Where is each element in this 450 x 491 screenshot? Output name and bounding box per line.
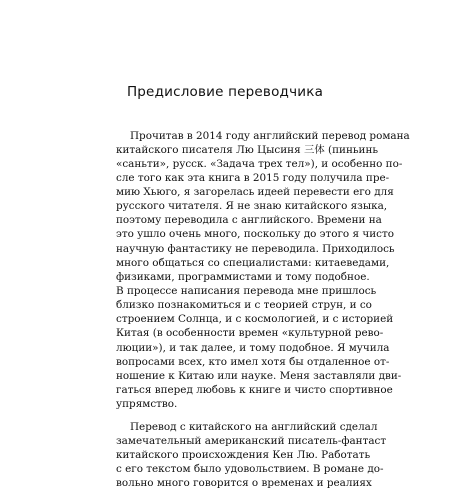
text-line: гаться вперед любовь к книге и чисто спортивное [116,384,393,397]
text-line: физиками, программистами и тому подобное. [116,270,370,283]
text-line: Китая (в особенности времен «культурной рево- [116,327,384,340]
text-line: ношение к Китаю или науке. Меня заставляли дви- [116,369,402,382]
text-line: поэтому переводила с английского. Времени на [116,214,382,227]
text-line: замечательный американский писатель-фантаст [116,434,387,447]
text-line: научную фантастику не переводила. Приходилось [116,242,395,255]
text-line: Перевод с китайского на английский сделал [130,420,378,433]
text-line: с его текстом было удовольствием. В романе до- [116,463,384,476]
text-line: близко познакомиться и с теорией струн, и со [116,299,372,312]
text-line: «саньти», русск. «Задача трех тел»), и особенно по- [116,157,403,170]
text-line: сле того как эта книга в 2015 году получила пре- [116,171,390,184]
text-line: строением Солнца, и с космологией, и с историей [116,313,394,326]
chapter-heading: Предисловие переводчика [126,84,324,100]
text-line: русского читателя. Я не знаю китайского языка, [116,200,388,213]
text-line: китайского происхождения Кен Лю. Работать [116,449,371,462]
text-line: много общаться со специалистами: китаеведами, [116,256,390,269]
text-line: мию Хьюго, я загорелась идеей перевести его для [116,186,394,199]
text-line: вольно много говорится о временах и реалиях [116,477,372,490]
paragraph-gap [116,411,335,420]
text-line: Прочитав в 2014 году английский перевод романа [130,129,410,142]
body-text [116,129,410,491]
text-line: люции»), и так далее, и тому подобное. Я мучила [116,341,390,354]
text-line: это ушло очень много, поскольку до этого я чисто [116,228,394,241]
text-line: В процессе написания перевода мне пришлось [116,285,377,298]
text-line: упрямство. [116,398,178,411]
text-line: вопросами всех, кто имел хотя бы отдаленное от- [116,355,390,368]
text-line: китайского писателя Лю Цысиня 三体 (пиньинь [116,143,379,156]
